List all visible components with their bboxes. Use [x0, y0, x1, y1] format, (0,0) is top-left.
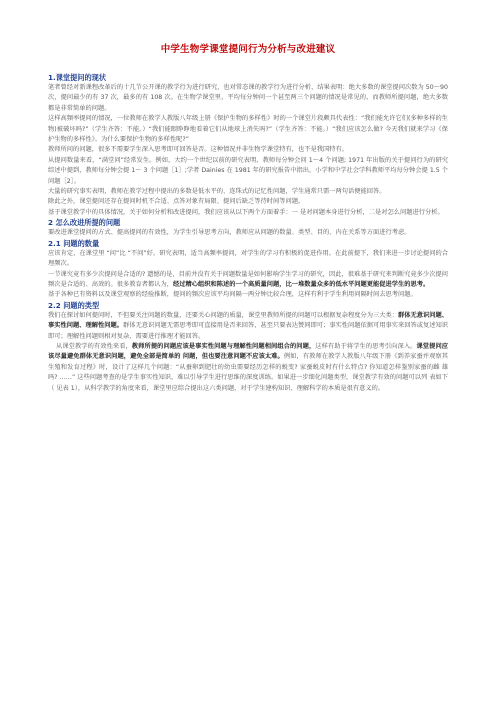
- section-heading: 2.2 问题的类型: [48, 300, 100, 310]
- paragraph: 除此之外，课堂提问还存在提问时机不合适、点答对象有局限、提问后缺乏等待时间等问题。: [48, 198, 305, 206]
- paragraph: 从提问数量来看，“满堂问”经常发生。例如，大约一个世纪以前的研究表明，教师每分钟会问 1～4 个问题; 1971 年出版的关于提问行为的研究综述中提到，教师每分钟会提 1～ 3 个问题［1］;学者 Dainies 在 1981 年的研究报告中指出，小学和中学社会学科教师平均每分钟会提 1.5 个问题［2］。: [48, 156, 448, 185]
- bold-text-run: 教师所提的问题应该是事实性问题与理解性问题相间组合的问题，: [131, 342, 316, 350]
- text-run: 这样有助于将学生的思考引向深入。: [315, 342, 417, 350]
- paragraph: [48, 311, 448, 342]
- paragraph: 大量的研究事实表明，教师在教学过程中提出的多数是低水平的、连珠式的记忆性问题，学生通常只需一两句话便能回答。: [48, 188, 386, 196]
- document-page: [48, 44, 448, 394]
- paragraph: [48, 342, 448, 394]
- paragraph: 笔者曾经对新课程改革后的十几节公开课的教学行为进行研究，也对常态课的教学行为进行分析，结果表明：绝大多数的课堂提问次数为 50～90 次，提问最少的有 37 次，最多的有 108 次。在生物学课堂里，平均每分钟问一个甚至两三个问题的情况是常见的，而教师所提问题，绝大多数都是非常简单的问题。: [48, 84, 448, 112]
- paragraph: [48, 270, 448, 291]
- text-run: 群体无意识问题无需思考即可直接用是否来回答，甚至只要表达赞同即可；事实性问题依据可用事实来回答或复述知识即可；理解性问题则相对复杂，需要进行推理才能回答。: [48, 322, 448, 340]
- section-2-1: [48, 239, 448, 301]
- section-2-2: [48, 301, 448, 394]
- section-heading: 2 怎么改进所提的问题: [48, 218, 121, 228]
- paragraph: 应该肯定，在课堂里 “问”比 “不问”好。研究表明，适当高频率提问，对学生的学习有积极的促进作用。在此前提下，我们来进一步讨论提问的合理频次。: [48, 249, 448, 268]
- text-run: 我们在探讨如何提问时，不但要关注问题的数量，还要关心问题的质量，课堂里教师所提的问题可以根据复杂程度分为三大类：: [48, 311, 398, 319]
- paragraph: 基于课堂教学中的具体情况，关于如何分析和改进提问，我们应该从以下两个方面着手：一 是对问题本身进行分析，二是对怎么问题进行分析。: [48, 208, 444, 216]
- paragraph: 基于各种已有资料以及课堂观察的经验推断，提问的频次应该平均间隔一两分钟比较合理，这样有利于学生利用问隔时间去思考问题。: [48, 291, 417, 299]
- text-run: 例如，有教师在教学人教版八年级下册《到养家蚕并观察其生殖和发育过程》时，设计了这样几个问题：“从蚕卵到肥壮的幼虫需要经历怎样的蜕变? 家蚕蜕皮时有什么特点? 你知道怎样鉴别家蚕的雌 雄吗? ……” 这些问题考查的是学生事实性知识，难以引导学生进行思维的深度训练。如果进一步细化问题类型，课堂教学有效的问题可以列 表如下（ 见表 1），从科学教学的角度来看，课堂里应综合提出这六类问题，对于学生建构知识、理解科学的本质是很有意义的。: [48, 353, 449, 392]
- text-run: 从课堂教学的有效性来看，: [56, 342, 132, 350]
- paragraph: 教师所问的问题，很多不需要学生深入思考即可回答是否。这种情况并非生物学课堂特有，也不是我国特有。: [48, 146, 348, 154]
- bold-text-run: 群体无意识问题、事实性问题、理解性问题。: [48, 311, 448, 330]
- paragraph: 这样高频率提问的情况，一位教师在教学人教版八年级上册《保护生物的多样性》时的一个课堂片段颇具代表性：“我们能允许它们(多种多样的生物)被破坏吗?”（学生齐答：不能。）“我们能眼睁睁地看着它们从地球上消失吗?”（学生齐答：不能。）“我们应该怎么做? 今天我们就来学习《保护生物的多样性》。为什么要保护生物的多样性呢?”: [48, 115, 448, 144]
- paragraph: 要改进课堂提问的方式、提高提问的有效性，为学生引导思考方向，教师应从问题的数量、类型、目的、内在关系等方面进行考虑。: [48, 229, 411, 237]
- bold-text-run: 经过精心组织和陈述的一个高质量问题，比一堆数量众多的低水平问题更能促进学生的思考。: [173, 280, 430, 288]
- section-2: [48, 218, 448, 238]
- section-heading: 2.1 问题的数量: [48, 238, 100, 248]
- document-title: 中学生物学课堂提问行为分析与改进建议: [160, 44, 336, 55]
- section-1: [48, 73, 448, 218]
- bold-text-run: 课堂提问应该尽量避免群体无意识问题，避免全部是简单的 问题，但也要注意问题不应该太难。: [48, 342, 449, 361]
- section-heading: 1.课堂提问的现状: [48, 73, 107, 82]
- text-run: 一节课究竟有多少次提问是合适的? 遗憾的是，目前并没有关于问题数量是如何影响学生学习的研究，因此，很难基于研究来判断究竟多少次提问频次是合适的、高效的。很多教育者都认为，: [48, 270, 448, 288]
